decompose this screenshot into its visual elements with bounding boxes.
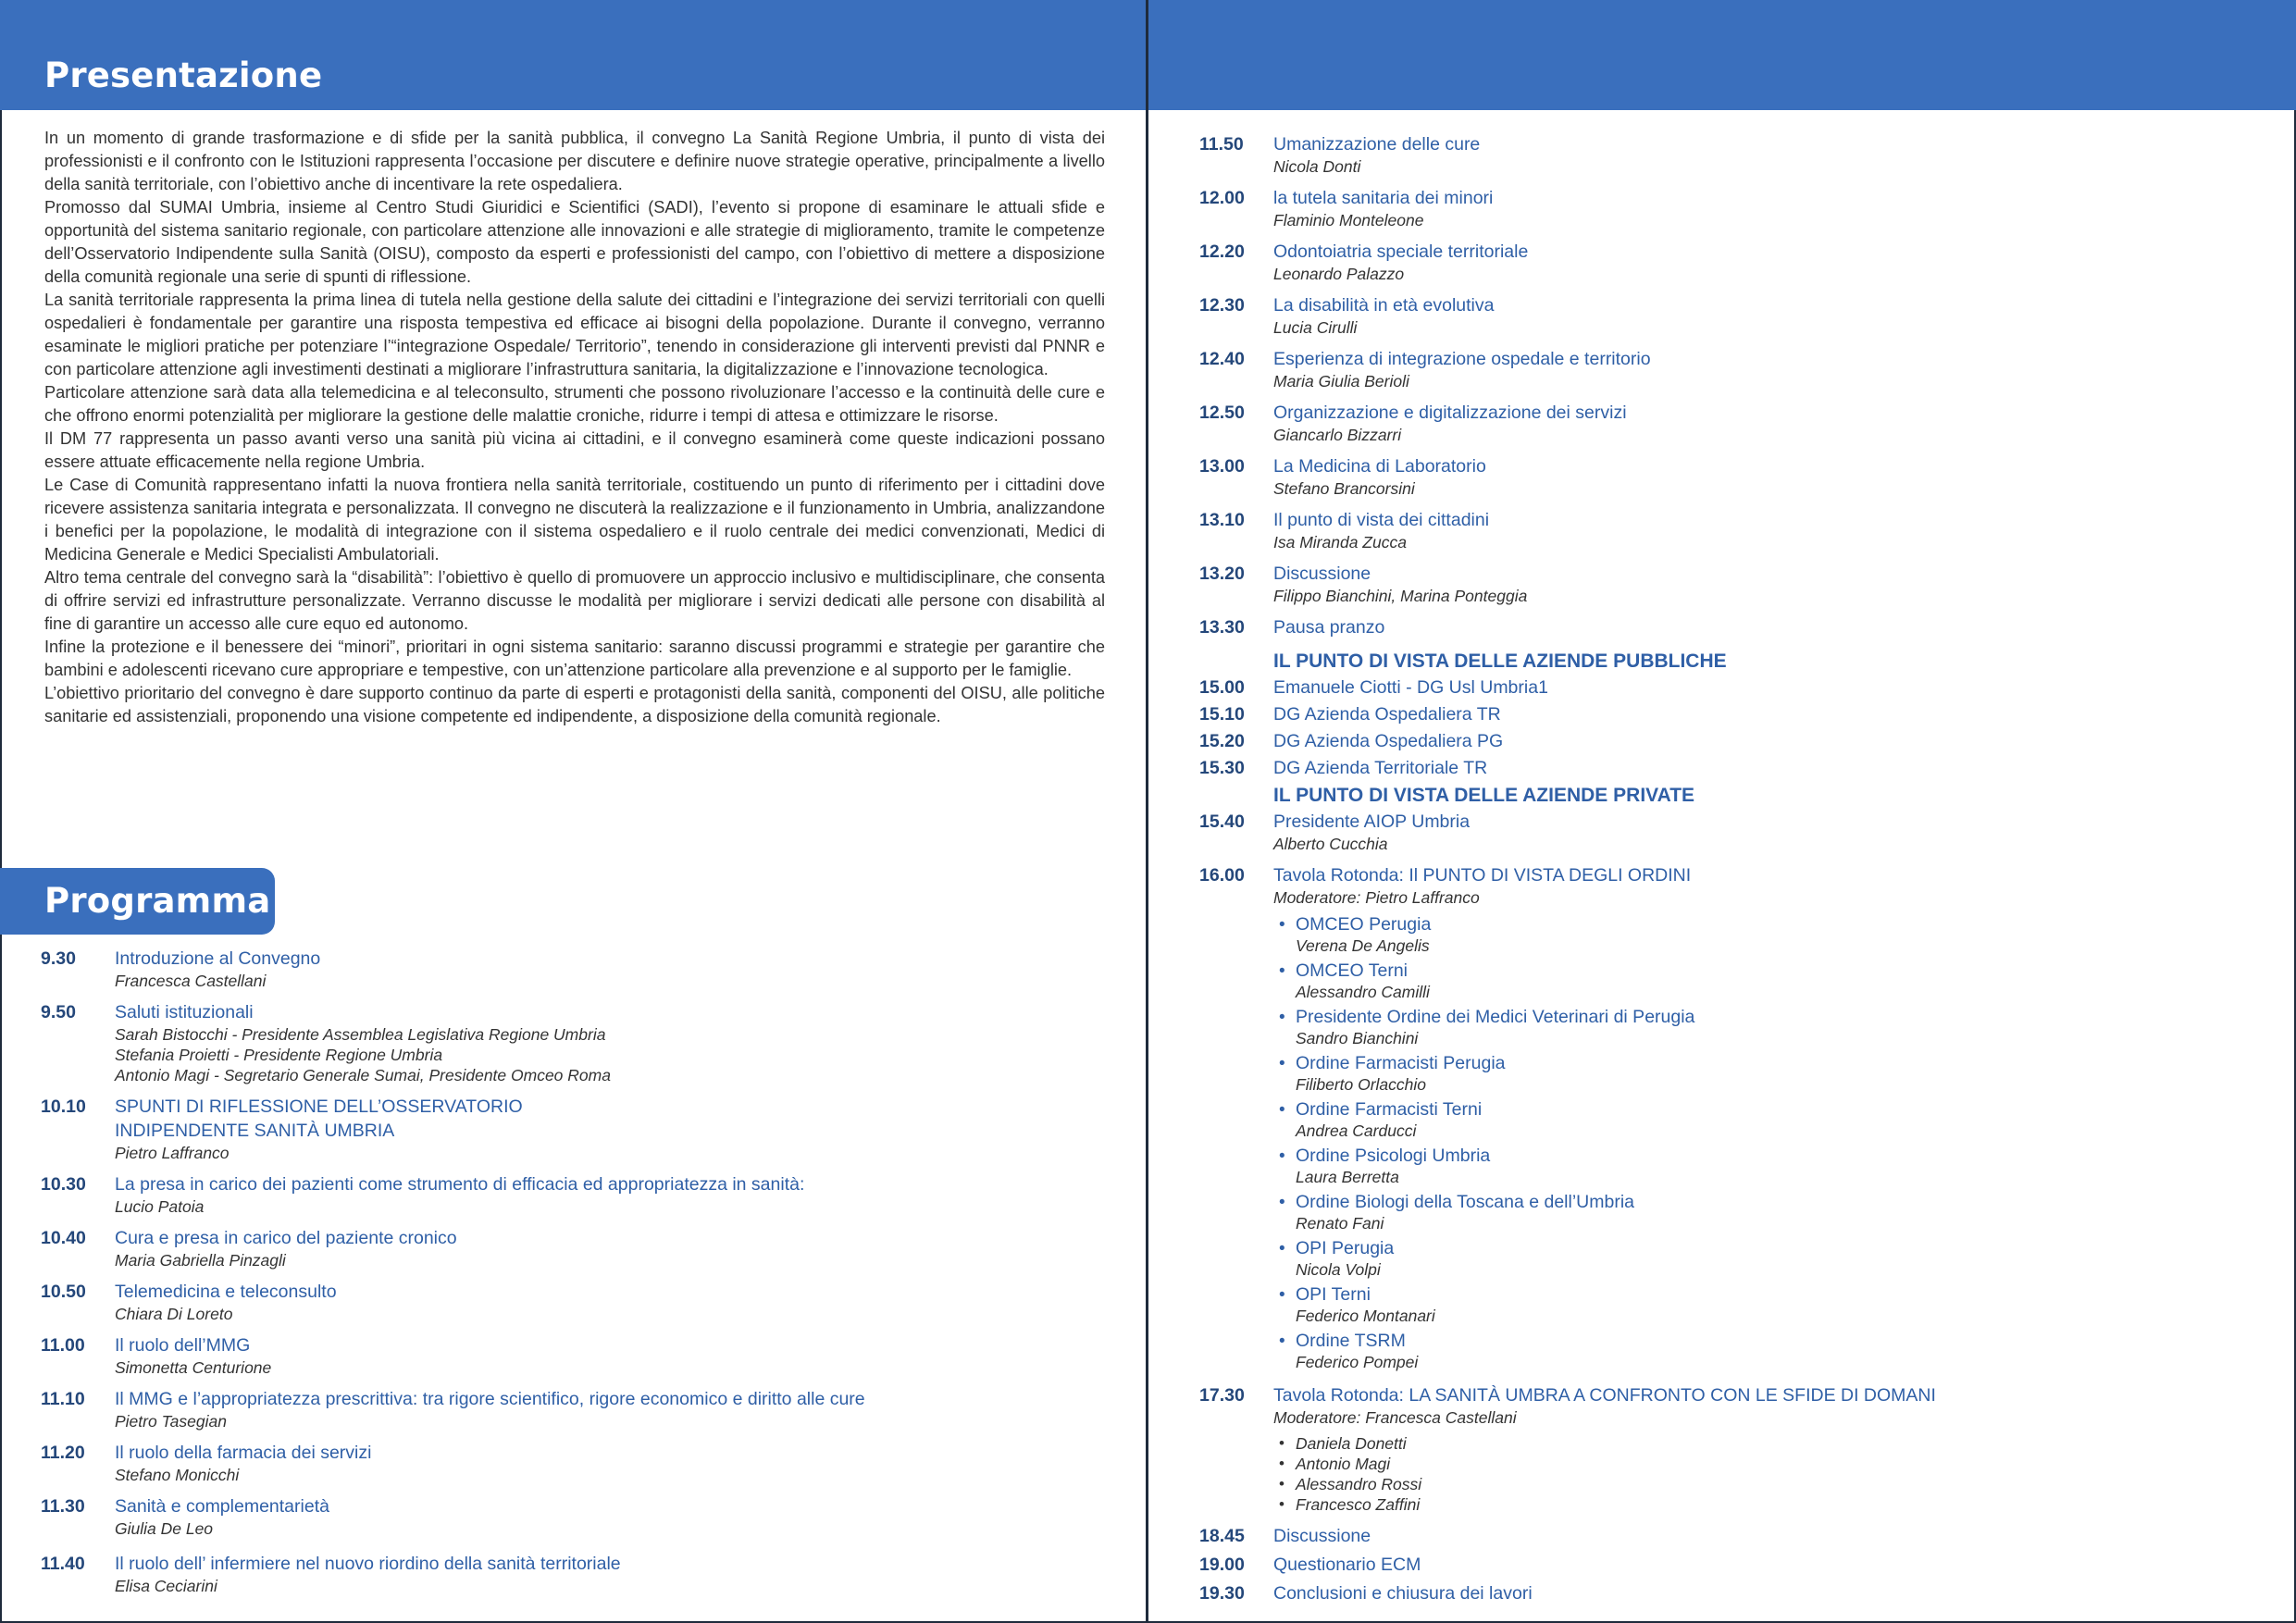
- program-title: La disabilità in età evolutiva: [1273, 295, 1495, 316]
- program-time: 11.50: [1199, 134, 1244, 155]
- bullet-dot: •: [1279, 1434, 1285, 1452]
- program-item: [41, 1333, 1133, 1378]
- bullet-dot: •: [1279, 1054, 1285, 1073]
- ordini-list-item: [1279, 960, 2273, 1002]
- header-band-right: [1148, 0, 2296, 110]
- program-title: INDIPENDENTE SANITÀ UMBRIA: [115, 1121, 395, 1141]
- intro-paragraph: Promosso dal SUMAI Umbria, insieme al Centro Studi Giuridici e Scientifici (SADI), l’evento si propone di esaminare le attuali sfide e opportunità del sistema sanitario regionale, con particolare attenzione alle innovazioni e alle strategie di miglioramento, tramite le competenze dell’Osservatorio Indipendente sulla Sanità (OISU), composto da esperti e professionisti del campo, con l’obiettivo di mettere a disposizione della comunità regionale una serie di spunti di riflessione.: [44, 198, 1105, 286]
- bullet-dot: •: [1279, 1239, 1285, 1258]
- ordini-list-item: [1279, 1191, 2273, 1233]
- ordini-org: Ordine TSRM: [1296, 1331, 1406, 1351]
- speaker-name: Lucia Cirulli: [1273, 318, 1358, 337]
- speaker-name: Francesca Castellani: [115, 972, 267, 990]
- program-item: [41, 1494, 1133, 1539]
- program-body: [1273, 756, 2273, 780]
- panel-list-item: [1279, 1454, 2273, 1474]
- bullet-dot: •: [1279, 1193, 1285, 1212]
- program-time: 15.10: [1199, 704, 1245, 725]
- program-body: [115, 1494, 1133, 1539]
- speaker-name: Antonio Magi - Segretario Generale Sumai, Presidente Omceo Roma: [115, 1066, 611, 1084]
- program-title: Pausa pranzo: [1273, 617, 1385, 638]
- speaker-name: Federico Montanari: [1296, 1307, 1435, 1325]
- program-item: [1199, 729, 2273, 753]
- program-title: Questionario ECM: [1273, 1555, 1421, 1575]
- program-time: 15.30: [1199, 758, 1245, 778]
- program-time: 12.20: [1199, 242, 1245, 262]
- program-title: Conclusioni e chiusura dei lavori: [1273, 1583, 1533, 1604]
- speaker-name: Laura Berretta: [1296, 1168, 1399, 1186]
- speaker-name: Isa Miranda Zucca: [1273, 533, 1407, 551]
- ordini-list-item: [1279, 1052, 2273, 1095]
- ordini-entry: [1296, 1330, 1418, 1372]
- program-body: [115, 1333, 1133, 1378]
- program-time: 12.30: [1199, 295, 1245, 316]
- speaker-name: Filiberto Orlacchio: [1296, 1075, 1427, 1094]
- ordini-list-item: [1279, 1237, 2273, 1280]
- bullet-dot: •: [1279, 1495, 1285, 1513]
- program-body: [1273, 1581, 2273, 1605]
- speaker-name: Simonetta Centurione: [115, 1358, 272, 1377]
- program-body: [115, 1387, 1133, 1431]
- program-body: [115, 1172, 1133, 1217]
- speaker-name: Lucio Patoia: [115, 1197, 205, 1216]
- speaker-name: Stefano Monicchi: [115, 1466, 240, 1484]
- ordini-entry: [1296, 960, 1430, 1002]
- program-item: [41, 1226, 1133, 1270]
- ordini-org: Ordine Psicologi Umbria: [1296, 1146, 1491, 1166]
- program-time: 9.30: [41, 948, 76, 969]
- bullet-dot: •: [1279, 1285, 1285, 1305]
- program-item: [1199, 1383, 2273, 1515]
- ordini-org: OMCEO Perugia: [1296, 914, 1432, 935]
- speaker-name: Stefania Proietti - Presidente Regione Umbria: [115, 1046, 443, 1064]
- program-item: [1199, 508, 2273, 552]
- moderator-name: Moderatore: Pietro Laffranco: [1273, 888, 1480, 907]
- intro-paragraph: Le Case di Comunità rappresentano infatti la nuova frontiera nella sanità territoriale, costituendo un punto di riferimento per i cittadini dove ricevere assistenza sanitaria integrata e personalizzata. Il convegno ne discuterà la realizzazione e il funzionamento in Umbria, analizzandone i benefici per la popolazione, le modalità di integrazione con il sistema ospedaliero e il ruolo centrale dei medici convenzionati, Medici di Medicina Generale e Medici Specialisti Ambulatoriali.: [44, 476, 1105, 564]
- speaker-name: Daniela Donetti: [1296, 1434, 1407, 1453]
- program-title: DG Azienda Territoriale TR: [1273, 758, 1488, 778]
- program-title: DG Azienda Ospedaliera PG: [1273, 731, 1504, 751]
- program-item: [1199, 863, 2273, 1376]
- ordini-list-item: [1279, 913, 2273, 956]
- program-title: Telemedicina e teleconsulto: [115, 1282, 337, 1302]
- page-divider: [1146, 0, 1148, 1623]
- speaker-name: Elisa Ceciarini: [115, 1577, 217, 1595]
- ordini-list-item: [1279, 1283, 2273, 1326]
- program-time: 13.00: [1199, 456, 1245, 477]
- speaker-name: Verena De Angelis: [1296, 936, 1430, 955]
- ordini-entry: [1296, 1145, 1490, 1187]
- presentazione-text: [44, 127, 1105, 728]
- program-title: Tavola Rotonda: Il PUNTO DI VISTA DEGLI ORDINI: [1273, 865, 1692, 886]
- bullet-dot: •: [1279, 1100, 1285, 1120]
- program-time: 12.50: [1199, 403, 1245, 423]
- program-item: [1199, 702, 2273, 726]
- speaker-name: Giancarlo Bizzarri: [1273, 426, 1402, 444]
- programma-heading: Programma: [44, 881, 271, 921]
- panel-list-item: [1279, 1474, 2273, 1494]
- program-title: Sanità e complementarietà: [115, 1496, 329, 1517]
- program-time: 11.10: [41, 1389, 85, 1409]
- speaker-name: Sarah Bistocchi - Presidente Assemblea Legislativa Regione Umbria: [115, 1025, 606, 1044]
- intro-paragraph: Particolare attenzione sarà data alla telemedicina e al teleconsulto, strumenti che possono rivoluzionare l’accesso e la continuità delle cure e che offrono enormi potenzialità per migliorare la gestione delle malattie croniche, ridurre i tempi di attesa e ottimizzare le risorse.: [44, 383, 1105, 425]
- program-item: [1199, 293, 2273, 338]
- speaker-name: Filippo Bianchini, Marina Ponteggia: [1273, 587, 1528, 605]
- program-item: [1199, 756, 2273, 780]
- program-title: La Medicina di Laboratorio: [1273, 456, 1486, 477]
- program-item: [1199, 401, 2273, 445]
- program-time: 18.45: [1199, 1526, 1245, 1546]
- speaker-name: Andrea Carducci: [1296, 1121, 1417, 1140]
- ordini-entry: [1296, 913, 1431, 956]
- ordini-list: [1273, 913, 2273, 1372]
- speaker-name: Alberto Cucchia: [1273, 835, 1388, 853]
- speaker-name: Flaminio Monteleone: [1273, 211, 1424, 229]
- program-time: 15.20: [1199, 731, 1245, 751]
- speaker-name: Alessandro Camilli: [1296, 983, 1430, 1001]
- program-body: [115, 1441, 1133, 1485]
- program-body: [115, 1552, 1133, 1596]
- program-time: 11.20: [41, 1443, 85, 1463]
- bullet-dot: •: [1279, 961, 1285, 981]
- ordini-list-item: [1279, 1098, 2273, 1141]
- program-item: [1199, 454, 2273, 499]
- program-item: [41, 1000, 1133, 1085]
- speaker-name: Antonio Magi: [1296, 1455, 1391, 1473]
- program-item: [1199, 240, 2273, 284]
- section-heading-pubbliche: IL PUNTO DI VISTA DELLE AZIENDE PUBBLICHE: [1273, 650, 1727, 672]
- program-title: Discussione: [1273, 564, 1371, 584]
- programma-right-column: [1199, 132, 2273, 1610]
- program-body: [115, 1280, 1133, 1324]
- program-title: SPUNTI DI RIFLESSIONE DELL’OSSERVATORIO: [115, 1096, 523, 1117]
- speaker-name: Giulia De Leo: [115, 1519, 214, 1538]
- program-body: [1273, 729, 2273, 753]
- ordini-list-item: [1279, 1006, 2273, 1048]
- speaker-name: Nicola Donti: [1273, 157, 1361, 176]
- program-time: 17.30: [1199, 1385, 1245, 1406]
- bullet-dot: •: [1279, 915, 1285, 935]
- bullet-dot: •: [1279, 1332, 1285, 1351]
- speaker-name: Chiara Di Loreto: [115, 1305, 233, 1323]
- ordini-org: Ordine Farmacisti Perugia: [1296, 1053, 1506, 1073]
- speaker-name: Pietro Laffranco: [115, 1144, 230, 1162]
- program-title: Il MMG e l’appropriatezza prescrittiva: tra rigore scientifico, rigore economico e diritto alle cure: [115, 1389, 865, 1409]
- program-item: [1199, 186, 2273, 230]
- ordini-entry: [1296, 1006, 1694, 1048]
- program-body: [115, 1226, 1133, 1270]
- ordini-entry: [1296, 1191, 1634, 1233]
- bullet-dot: •: [1279, 1475, 1285, 1493]
- program-time: 11.00: [41, 1335, 85, 1356]
- intro-paragraph: La sanità territoriale rappresenta la prima linea di tutela nella gestione della salute dei cittadini e l’integrazione dei servizi territoriali con quelli ospedalieri è fondamentale per garantire una risposta tempestiva ed efficace ai bisogni della popolazione. Durante il convegno, verranno esaminate le migliori pratiche per potenziare l’“integrazione Ospedale/ Territorio”, tenendo in considerazione gli interventi previsti dal PNNR e con particolare attenzione agli investimenti destinati a migliorare l’infrastruttura sanitaria, la digitalizzazione e l’innovazione tecnologica.: [44, 291, 1105, 378]
- program-item: [41, 1172, 1133, 1217]
- program-time: 12.00: [1199, 188, 1245, 208]
- program-body: [1273, 401, 2273, 445]
- program-time: 15.00: [1199, 677, 1245, 698]
- program-title: Il punto di vista dei cittadini: [1273, 510, 1490, 530]
- speaker-name: Maria Giulia Berioli: [1273, 372, 1409, 390]
- program-time: 10.50: [41, 1282, 86, 1302]
- program-body: [1273, 347, 2273, 391]
- program-item: [1199, 1553, 2273, 1577]
- program-time: 10.40: [41, 1228, 86, 1248]
- program-title: Presidente AIOP Umbria: [1273, 812, 1471, 832]
- intro-paragraph: In un momento di grande trasformazione e di sfide per la sanità pubblica, il convegno La Sanità Regione Umbria, il punto di vista dei professionisti e il confronto con le Istituzioni rappresenta l’occasione per discutere e definire nuove strategie operative, principalmente a livello della sanità territoriale, con l’obiettivo anche di incentivare la rete ospedaliera.: [44, 129, 1105, 193]
- panel-list-item: [1279, 1494, 2273, 1515]
- speaker-name: Stefano Brancorsini: [1273, 479, 1415, 498]
- program-title: Il ruolo dell’ infermiere nel nuovo riordino della sanità territoriale: [115, 1554, 621, 1574]
- intro-paragraph: Infine la protezione e il benessere dei “minori”, prioritari in ogni sistema sanitario: saranno discussi programmi e strategie per garantire che bambini e adolescenti ricevano cure appropriare e tempestive, con un’attenzione particolare alla prevenzione e al supporto per le famiglie.: [44, 638, 1105, 679]
- program-item: [41, 1552, 1133, 1596]
- speaker-name: Nicola Volpi: [1296, 1260, 1381, 1279]
- program-time: 13.20: [1199, 564, 1245, 584]
- speaker-name: Maria Gabriella Pinzagli: [115, 1251, 286, 1270]
- program-item: [41, 1095, 1133, 1163]
- ordini-entry: [1296, 1237, 1394, 1280]
- program-body: [115, 1000, 1133, 1085]
- ordini-org: OPI Perugia: [1296, 1238, 1395, 1258]
- ordini-entry: [1296, 1098, 1482, 1141]
- ordini-list-item: [1279, 1145, 2273, 1187]
- program-item: [1199, 347, 2273, 391]
- program-body: [1273, 1383, 2273, 1515]
- intro-paragraph: L’obiettivo prioritario del convegno è dare supporto continuo da parte di esperti e protagonisti della sanità, componenti del OISU, alle politiche sanitarie ed assistenziali, proponendo una visione competente ed indipendente, a disposizione della comunità regionale.: [44, 684, 1105, 725]
- program-body: [1273, 508, 2273, 552]
- program-body: [1273, 1524, 2273, 1548]
- program-title: Cura e presa in carico del paziente cronico: [115, 1228, 457, 1248]
- program-item: [1199, 615, 2273, 639]
- speaker-name: Renato Fani: [1296, 1214, 1384, 1233]
- speaker-name: Pietro Tasegian: [115, 1412, 227, 1431]
- ordini-list-item: [1279, 1330, 2273, 1372]
- program-item: [41, 1441, 1133, 1485]
- program-item: [1199, 132, 2273, 177]
- program-body: [1273, 562, 2273, 606]
- bullet-dot: •: [1279, 1008, 1285, 1027]
- program-title: la tutela sanitaria dei minori: [1273, 188, 1494, 208]
- program-body: [1273, 702, 2273, 726]
- programma-left-column: [41, 947, 1133, 1605]
- program-body: [1273, 675, 2273, 700]
- program-time: 12.40: [1199, 349, 1245, 369]
- program-time: 10.10: [41, 1096, 86, 1117]
- program-title: Tavola Rotonda: LA SANITÀ UMBRA A CONFRONTO CON LE SFIDE DI DOMANI: [1273, 1385, 1936, 1406]
- program-title: Saluti istituzionali: [115, 1002, 254, 1022]
- program-item: [1199, 675, 2273, 700]
- bullet-dot: •: [1279, 1455, 1285, 1472]
- program-body: [1273, 863, 2273, 1376]
- program-title: Odontoiatria speciale territoriale: [1273, 242, 1529, 262]
- program-title: Umanizzazione delle cure: [1273, 134, 1481, 155]
- program-item: [41, 1387, 1133, 1431]
- program-body: [1273, 186, 2273, 230]
- intro-paragraph: Il DM 77 rappresenta un passo avanti verso una sanità più vicina ai cittadini, e il convegno esaminerà come queste indicazioni possano essere attuate efficacemente nella regione Umbria.: [44, 429, 1105, 471]
- ordini-entry: [1296, 1283, 1435, 1326]
- program-title: Il ruolo della farmacia dei servizi: [115, 1443, 372, 1463]
- program-time: 10.30: [41, 1174, 86, 1195]
- intro-paragraph: Altro tema centrale del convegno sarà la “disabilità”: l’obiettivo è quello di promuovere un approccio inclusivo e multidisciplinare, che consenta di offrire servizi ed infrastrutture personalizzate. Verranno discusse le modalità per migliorare i servizi dedicati alle persone con disabilità al fine di garantire un accesso alle cure equo ed autonomo.: [44, 568, 1105, 633]
- ordini-org: OMCEO Terni: [1296, 960, 1408, 981]
- program-item: [41, 947, 1133, 991]
- panel-list-item: [1279, 1433, 2273, 1454]
- program-body: [1273, 240, 2273, 284]
- program-time: 9.50: [41, 1002, 76, 1022]
- panel-list: [1273, 1433, 2273, 1515]
- moderator-name: Moderatore: Francesca Castellani: [1273, 1408, 1517, 1427]
- presentazione-heading: Presentazione: [44, 56, 323, 95]
- program-time: 19.00: [1199, 1555, 1245, 1575]
- program-time: 11.30: [41, 1496, 85, 1517]
- ordini-org: Ordine Farmacisti Terni: [1296, 1099, 1483, 1120]
- program-body: [1273, 615, 2273, 639]
- program-time: 19.30: [1199, 1583, 1245, 1604]
- program-title: Esperienza di integrazione ospedale e territorio: [1273, 349, 1651, 369]
- program-item: [1199, 1581, 2273, 1605]
- program-title: Il ruolo dell’MMG: [115, 1335, 251, 1356]
- program-body: [1273, 810, 2273, 854]
- speaker-name: Federico Pompei: [1296, 1353, 1419, 1371]
- section-heading-private: IL PUNTO DI VISTA DELLE AZIENDE PRIVATE: [1273, 785, 1695, 806]
- program-body: [115, 1095, 1133, 1163]
- program-title: Discussione: [1273, 1526, 1371, 1546]
- program-time: 13.30: [1199, 617, 1245, 638]
- program-time: 13.10: [1199, 510, 1245, 530]
- program-time: 16.00: [1199, 865, 1245, 886]
- program-title: DG Azienda Ospedaliera TR: [1273, 704, 1501, 725]
- program-body: [1273, 1553, 2273, 1577]
- program-item: [41, 1280, 1133, 1324]
- program-title: Introduzione al Convegno: [115, 948, 321, 969]
- program-body: [1273, 293, 2273, 338]
- program-time: 15.40: [1199, 812, 1245, 832]
- program-body: [1273, 454, 2273, 499]
- program-item: [1199, 1524, 2273, 1548]
- speaker-name: Leonardo Palazzo: [1273, 265, 1405, 283]
- ordini-org: Ordine Biologi della Toscana e dell’Umbria: [1296, 1192, 1635, 1212]
- speaker-name: Alessandro Rossi: [1296, 1475, 1422, 1493]
- program-item: [1199, 810, 2273, 854]
- program-body: [1273, 132, 2273, 177]
- border-left: [0, 110, 2, 1623]
- program-title: La presa in carico dei pazienti come strumento di efficacia ed appropriatezza in sanità:: [115, 1174, 805, 1195]
- speaker-name: Sandro Bianchini: [1296, 1029, 1419, 1047]
- program-time: 11.40: [41, 1554, 85, 1574]
- speaker-name: Francesco Zaffini: [1296, 1495, 1421, 1514]
- program-body: [115, 947, 1133, 991]
- program-title: Organizzazione e digitalizzazione dei servizi: [1273, 403, 1627, 423]
- program-item: [1199, 562, 2273, 606]
- ordini-org: OPI Terni: [1296, 1284, 1371, 1305]
- ordini-entry: [1296, 1052, 1506, 1095]
- program-title: Emanuele Ciotti - DG Usl Umbria1: [1273, 677, 1548, 698]
- bullet-dot: •: [1279, 1146, 1285, 1166]
- ordini-org: Presidente Ordine dei Medici Veterinari di Perugia: [1296, 1007, 1695, 1027]
